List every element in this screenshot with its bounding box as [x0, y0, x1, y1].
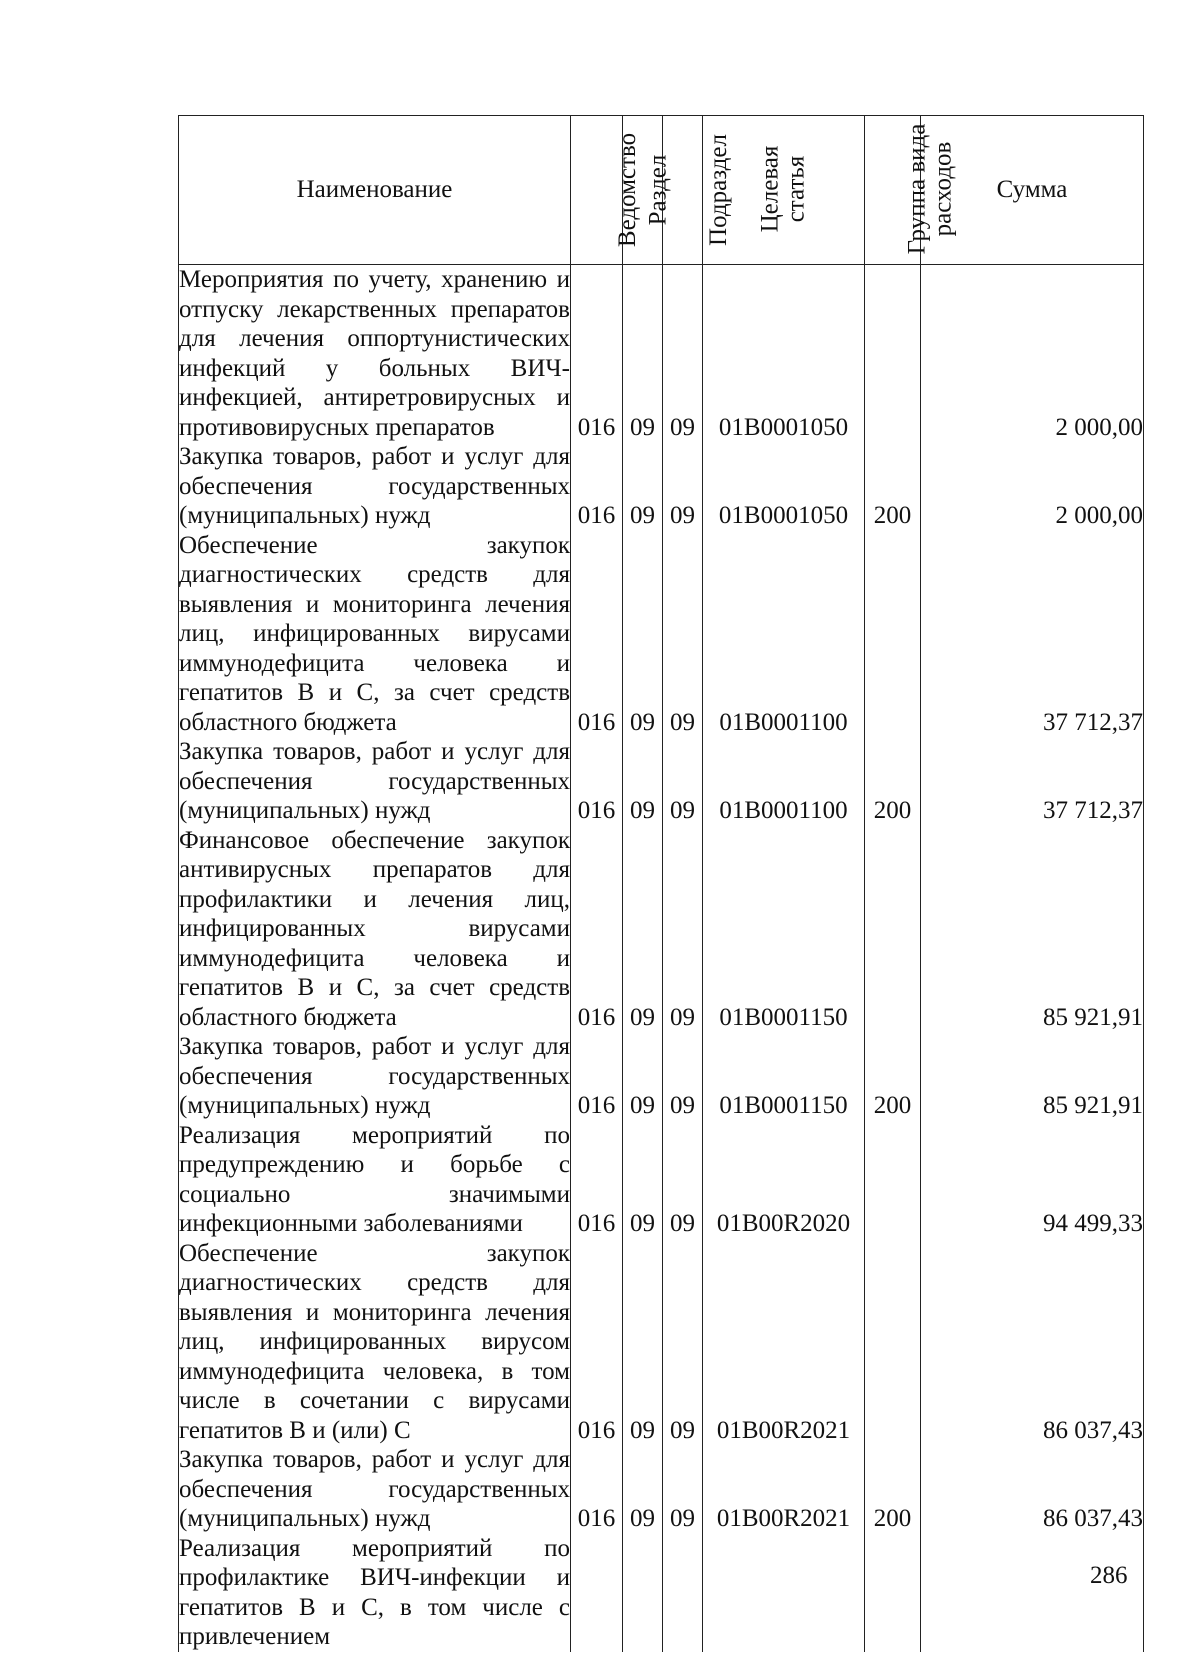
row-razdel: 09: [623, 826, 663, 1033]
row-summa: 37 712,37: [921, 531, 1144, 738]
table-row: [179, 1445, 1144, 1534]
row-summa: 85 921,91: [921, 826, 1144, 1033]
row-podrazdel: 09: [663, 1239, 703, 1446]
row-razdel: 09: [623, 1239, 663, 1446]
row-podrazdel: 09: [663, 737, 703, 826]
table-row: [179, 265, 1144, 443]
row-celevaya-statya: 01В00R2020: [703, 1121, 865, 1239]
row-razdel: 09: [623, 1121, 663, 1239]
row-name: Закупка товаров, работ и услуг для обеспечения государственных (муниципальных) нужд: [179, 1446, 570, 1532]
row-vid-rashodov: [865, 1121, 921, 1239]
row-celevaya-statya: 01В0001100: [703, 737, 865, 826]
table-row: [179, 442, 1144, 531]
row-name: Закупка товаров, работ и услуг для обеспечения государственных (муниципальных) нужд: [179, 738, 570, 824]
row-name: Закупка товаров, работ и услуг для обеспечения государственных (муниципальных) нужд: [179, 443, 570, 529]
row-podrazdel: [663, 1534, 703, 1652]
row-podrazdel: 09: [663, 826, 703, 1033]
row-summa: 94 499,33: [921, 1121, 1144, 1239]
row-razdel: 09: [623, 1445, 663, 1534]
row-razdel: 09: [623, 442, 663, 531]
row-vid-rashodov: [865, 265, 921, 443]
table-row: [179, 1239, 1144, 1446]
row-vedomstvo: 016: [571, 1032, 623, 1121]
table-row: [179, 1032, 1144, 1121]
row-vid-rashodov: [865, 531, 921, 738]
row-celevaya-statya: 01В00R2021: [703, 1445, 865, 1534]
row-vedomstvo: 016: [571, 826, 623, 1033]
table-row: [179, 1534, 1144, 1652]
row-celevaya-statya: [703, 1534, 865, 1652]
row-celevaya-statya: 01В0001050: [703, 265, 865, 443]
row-celevaya-statya: 01В0001150: [703, 826, 865, 1033]
row-razdel: 09: [623, 737, 663, 826]
row-vid-rashodov: 200: [865, 1445, 921, 1534]
row-razdel: 09: [623, 531, 663, 738]
row-name: Обеспечение закупок диагностических средств для выявления и мониторинга лечения лиц, инфицированных вирусами иммунодефицита человека и гепатитов В и С, за счет средств областного бюджета: [179, 531, 570, 736]
table-body: [179, 265, 1144, 1652]
row-vid-rashodov: 200: [865, 737, 921, 826]
page-number: 286: [1090, 1562, 1128, 1589]
row-celevaya-statya: 01В0001100: [703, 531, 865, 738]
row-summa: [921, 1534, 1144, 1652]
table-row: [179, 531, 1144, 738]
row-razdel: 09: [623, 1032, 663, 1121]
row-name: Реализация мероприятий по предупреждению и борьбе с социально значимыми инфекционными заболеваниями: [179, 1121, 570, 1237]
row-vid-rashodov: 200: [865, 1032, 921, 1121]
row-name: Реализация мероприятий по профилактике ВИЧ-инфекции и гепатитов В и С, в том числе с привлечением: [179, 1534, 570, 1650]
row-name: Закупка товаров, работ и услуг для обеспечения государственных (муниципальных) нужд: [179, 1033, 570, 1119]
row-name: Мероприятия по учету, хранению и отпуску лекарственных препаратов для лечения оппортунистических инфекций у больных ВИЧ-инфекцией, антиретровирусных и противовирусных препаратов: [179, 266, 570, 441]
header-razdel: Раздел: [623, 116, 663, 265]
row-podrazdel: 09: [663, 1445, 703, 1534]
row-vedomstvo: 016: [571, 531, 623, 738]
header-gruppa-vida-rashodov: Группа вида расходов: [865, 116, 921, 265]
row-podrazdel: 09: [663, 1032, 703, 1121]
row-vid-rashodov: [865, 1534, 921, 1652]
row-vedomstvo: 016: [571, 442, 623, 531]
row-vedomstvo: 016: [571, 737, 623, 826]
row-vedomstvo: 016: [571, 1239, 623, 1446]
row-summa: 86 037,43: [921, 1239, 1144, 1446]
row-vedomstvo: [571, 1534, 623, 1652]
row-podrazdel: 09: [663, 531, 703, 738]
row-name: Обеспечение закупок диагностических средств для выявления и мониторинга лечения лиц, инфицированных вирусом иммунодефицита человека, в том числе в сочетании с вирусами гепатитов В и (или) С: [179, 1239, 570, 1444]
row-podrazdel: 09: [663, 442, 703, 531]
row-celevaya-statya: 01В00R2021: [703, 1239, 865, 1446]
row-vedomstvo: 016: [571, 1445, 623, 1534]
row-name: Финансовое обеспечение закупок антивирусных препаратов для профилактики и лечения лиц, инфицированных вирусами иммунодефицита человека и гепатитов В и С, за счет средств областного бюджета: [179, 826, 570, 1031]
row-razdel: 09: [623, 265, 663, 443]
budget-table: [178, 115, 1144, 1652]
header-vedomstvo: Ведомство: [571, 116, 623, 265]
row-celevaya-statya: 01В0001050: [703, 442, 865, 531]
table-row: [179, 1121, 1144, 1239]
row-razdel: [623, 1534, 663, 1652]
header-name: Наименование: [179, 116, 571, 265]
header-summa: Сумма: [921, 116, 1144, 265]
row-vid-rashodov: [865, 826, 921, 1033]
row-summa: 86 037,43: [921, 1445, 1144, 1534]
header-row: [179, 116, 1144, 265]
row-vid-rashodov: [865, 1239, 921, 1446]
row-podrazdel: 09: [663, 1121, 703, 1239]
row-celevaya-statya: 01В0001150: [703, 1032, 865, 1121]
row-summa: 2 000,00: [921, 265, 1144, 443]
row-vid-rashodov: 200: [865, 442, 921, 531]
row-podrazdel: 09: [663, 265, 703, 443]
table-row: [179, 737, 1144, 826]
header-podrazdel: Подраздел: [663, 116, 703, 265]
row-vedomstvo: 016: [571, 265, 623, 443]
row-summa: 37 712,37: [921, 737, 1144, 826]
table-row: [179, 826, 1144, 1033]
header-celevaya-statya: Целевая статья: [703, 116, 865, 265]
row-summa: 2 000,00: [921, 442, 1144, 531]
row-vedomstvo: 016: [571, 1121, 623, 1239]
row-summa: 85 921,91: [921, 1032, 1144, 1121]
